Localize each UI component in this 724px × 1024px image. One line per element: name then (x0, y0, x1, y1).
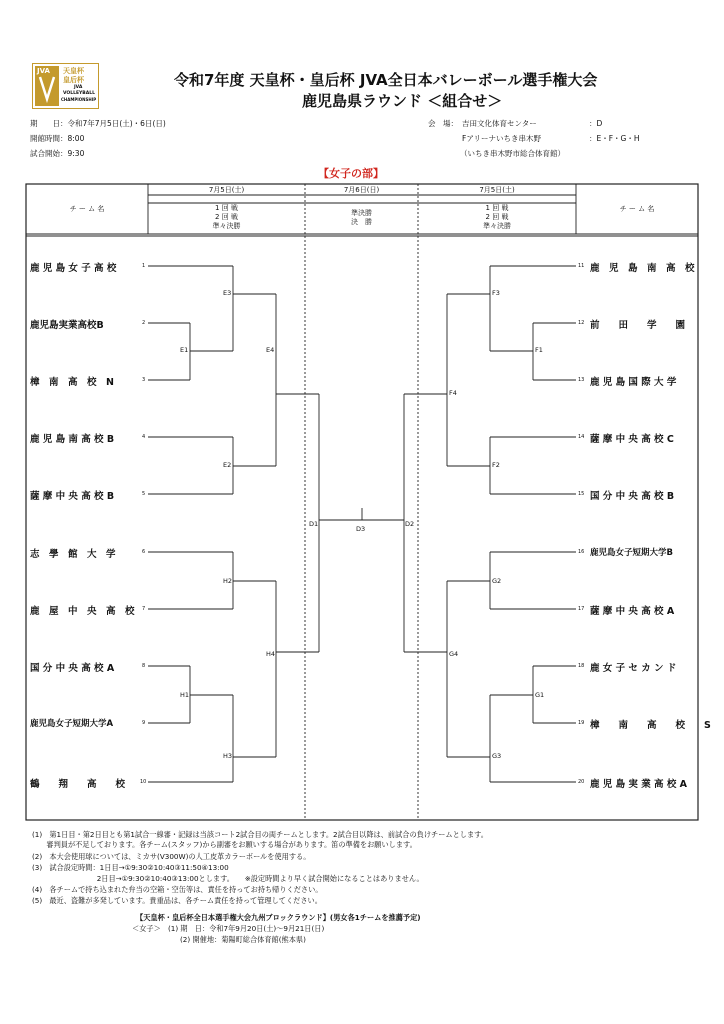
logo-letters: JVA (37, 67, 50, 75)
right-seed-12: 12 (578, 320, 585, 326)
header-left-round3: 準々決勝 (212, 222, 241, 230)
left-seed-8: 8 (142, 663, 146, 669)
header-team-col-right: チ ー ム 名 (619, 205, 655, 213)
info-match-start: 試合開始：9:30 (30, 149, 85, 158)
logo-text1: 天皇杯 (63, 67, 84, 75)
header-left-date: 7月5日(土) (208, 186, 245, 194)
footer-line2: (2) 開催地：菊陽町総合体育館(熊本県) (180, 935, 306, 944)
info-venue2: Fアリーナいちき串木野 (462, 134, 542, 143)
right-team-17: 薩 摩 中 央 高 校 A (590, 606, 675, 617)
match-H1: H1 (180, 691, 190, 699)
page-title: 令和7年度 天皇杯・皇后杯 JVA全日本バレーボール選手権大会 (174, 71, 598, 89)
right-team-18: 鹿 女 子 セ カ ン ド (590, 663, 677, 674)
right-seed-16: 16 (578, 549, 585, 555)
right-team-12: 前 田 学 園 (590, 320, 686, 331)
match-F4: F4 (449, 389, 457, 397)
info-venue1-courts: ：D (589, 119, 603, 128)
match-G1: G1 (535, 691, 545, 699)
note-4: (4) 各チームで持ち込まれた弁当の空箱・空缶等は、責任を持ってお持ち帰りください。 (32, 885, 323, 894)
logo-text3: JVA (74, 85, 83, 90)
right-team-13: 鹿 児 島 国 際 大 学 (590, 377, 677, 388)
logo-text2: 皇后杯 (63, 76, 84, 84)
left-seed-5: 5 (142, 491, 146, 497)
note-3b: 2日目→①9:30②10:40③13:00とします。 ※設定時間より早く試合開始になることはありません。 (32, 874, 424, 883)
header-right-date: 7月5日(土) (479, 186, 515, 194)
info-venue1: 吉田文化体育センター (462, 119, 537, 128)
right-seed-19: 19 (578, 720, 585, 726)
info-venue-label: 会 場： (428, 119, 458, 128)
info-venue2-sub: （いちき串木野市総合体育館） (460, 149, 565, 158)
match-H2: H2 (223, 577, 233, 585)
note-5: (5) 最近、盗難が多発しています。貴重品は、各チーム責任を持って管理してください。 (32, 896, 322, 905)
match-E3: E3 (223, 289, 232, 297)
info-open-time: 開館時間：8:00 (30, 134, 85, 143)
left-seed-9: 9 (142, 720, 146, 726)
logo-text5: CHAMPIONSHIP (61, 97, 97, 102)
left-team-7: 鹿 屋 中 央 高 校 (30, 606, 135, 617)
logo-text4: VOLLEYBALL (63, 91, 95, 96)
left-team-9: 鹿児島女子短期大学A (30, 719, 114, 729)
left-seed-1: 1 (142, 263, 146, 269)
header-mid-date: 7月6日(日) (343, 186, 380, 194)
left-team-8: 国 分 中 央 高 校 A (30, 663, 115, 674)
header-right-round1: 1 回 戦 (485, 204, 509, 212)
header-right-round2: 2 回 戦 (485, 213, 509, 221)
footer-line1: ＜女子＞ (1) 期 日：令和7年9月20日(土)～9月21日(日) (132, 924, 325, 933)
note-1: (1) 第1日目・第2日目とも第1試合一線審・記録は当該コート2試合目の両チームとします。2試合目以降は、前試合の負けチームとします。 (32, 830, 488, 839)
match-D1: D1 (309, 520, 319, 528)
right-team-16: 鹿児島女子短期大学B (590, 548, 673, 558)
match-F3: F3 (492, 289, 500, 297)
left-seed-3: 3 (142, 377, 146, 383)
header-left-round1: 1 回 戦 (215, 204, 238, 212)
match-E4: E4 (266, 346, 275, 354)
left-team-5: 薩 摩 中 央 高 校 B (30, 491, 115, 502)
match-F2: F2 (492, 461, 500, 469)
note-2: (2) 本大会使用球については、ミカサ(V300W)の人工皮革カラーボールを使用する。 (32, 852, 311, 861)
note-1b: 審判員が不足しております。各チーム(スタッフ)から副審をお願いする場合があります。笛の準備をお願いします。 (32, 840, 417, 849)
right-team-11: 鹿 児 島 南 高 校 (590, 263, 695, 274)
note-3: (3) 試合設定時間：1日目→①9:30②10:40③11:50④13:00 (32, 863, 229, 872)
page-subtitle: 鹿児島県ラウンド ＜組合せ＞ (302, 92, 503, 110)
header-team-col-left: チ ー ム 名 (69, 205, 105, 213)
match-G3: G3 (492, 752, 502, 760)
right-team-15: 国 分 中 央 高 校 B (590, 491, 675, 502)
right-seed-13: 13 (578, 377, 585, 383)
left-team-3: 樟 南 高 校 N (30, 377, 114, 388)
right-team-19: 樟 南 高 校 S (590, 720, 711, 731)
left-team-6: 志 學 館 大 学 (30, 549, 116, 560)
info-period: 期 日：令和7年7月5日(土)・6日(日) (30, 119, 166, 128)
right-team-14: 薩 摩 中 央 高 校 C (590, 434, 674, 445)
left-team-1: 鹿 児 島 女 子 高 校 (30, 263, 117, 274)
left-team-10: 鶴 翔 高 校 (30, 779, 126, 790)
match-E2: E2 (223, 461, 232, 469)
right-seed-14: 14 (578, 434, 585, 440)
left-seed-4: 4 (142, 434, 146, 440)
left-team-2: 鹿児島実業高校B (30, 320, 104, 331)
match-H4: H4 (266, 650, 276, 658)
header-left-round2: 2 回 戦 (215, 213, 238, 221)
match-H3: H3 (223, 752, 233, 760)
match-D3: D3 (356, 525, 366, 533)
info-venue2-courts: ：E・F・G・H (589, 134, 640, 143)
right-seed-11: 11 (578, 263, 585, 269)
right-team-20: 鹿 児 島 実 業 高 校 A (590, 779, 688, 790)
left-seed-6: 6 (142, 549, 146, 555)
left-seed-10: 10 (140, 779, 147, 785)
match-G2: G2 (492, 577, 502, 585)
match-F1: F1 (535, 346, 543, 354)
match-G4: G4 (449, 650, 459, 658)
left-seed-2: 2 (142, 320, 146, 326)
division-label: 【女子の部】 (318, 167, 384, 180)
right-seed-18: 18 (578, 663, 585, 669)
match-E1: E1 (180, 346, 189, 354)
right-seed-15: 15 (578, 491, 585, 497)
left-team-4: 鹿 児 島 南 高 校 B (30, 434, 115, 445)
header-mid-round2: 決 勝 (351, 218, 372, 226)
left-seed-7: 7 (142, 606, 146, 612)
header-right-round3: 準々決勝 (483, 222, 511, 230)
right-seed-20: 20 (578, 779, 585, 785)
footer-title: 【天皇杯・皇后杯全日本選手権大会九州ブロックラウンド】(男女各1チームを推薦予定) (136, 913, 421, 922)
header-mid-round1: 準決勝 (351, 209, 372, 217)
match-D2: D2 (405, 520, 415, 528)
right-seed-17: 17 (578, 606, 585, 612)
